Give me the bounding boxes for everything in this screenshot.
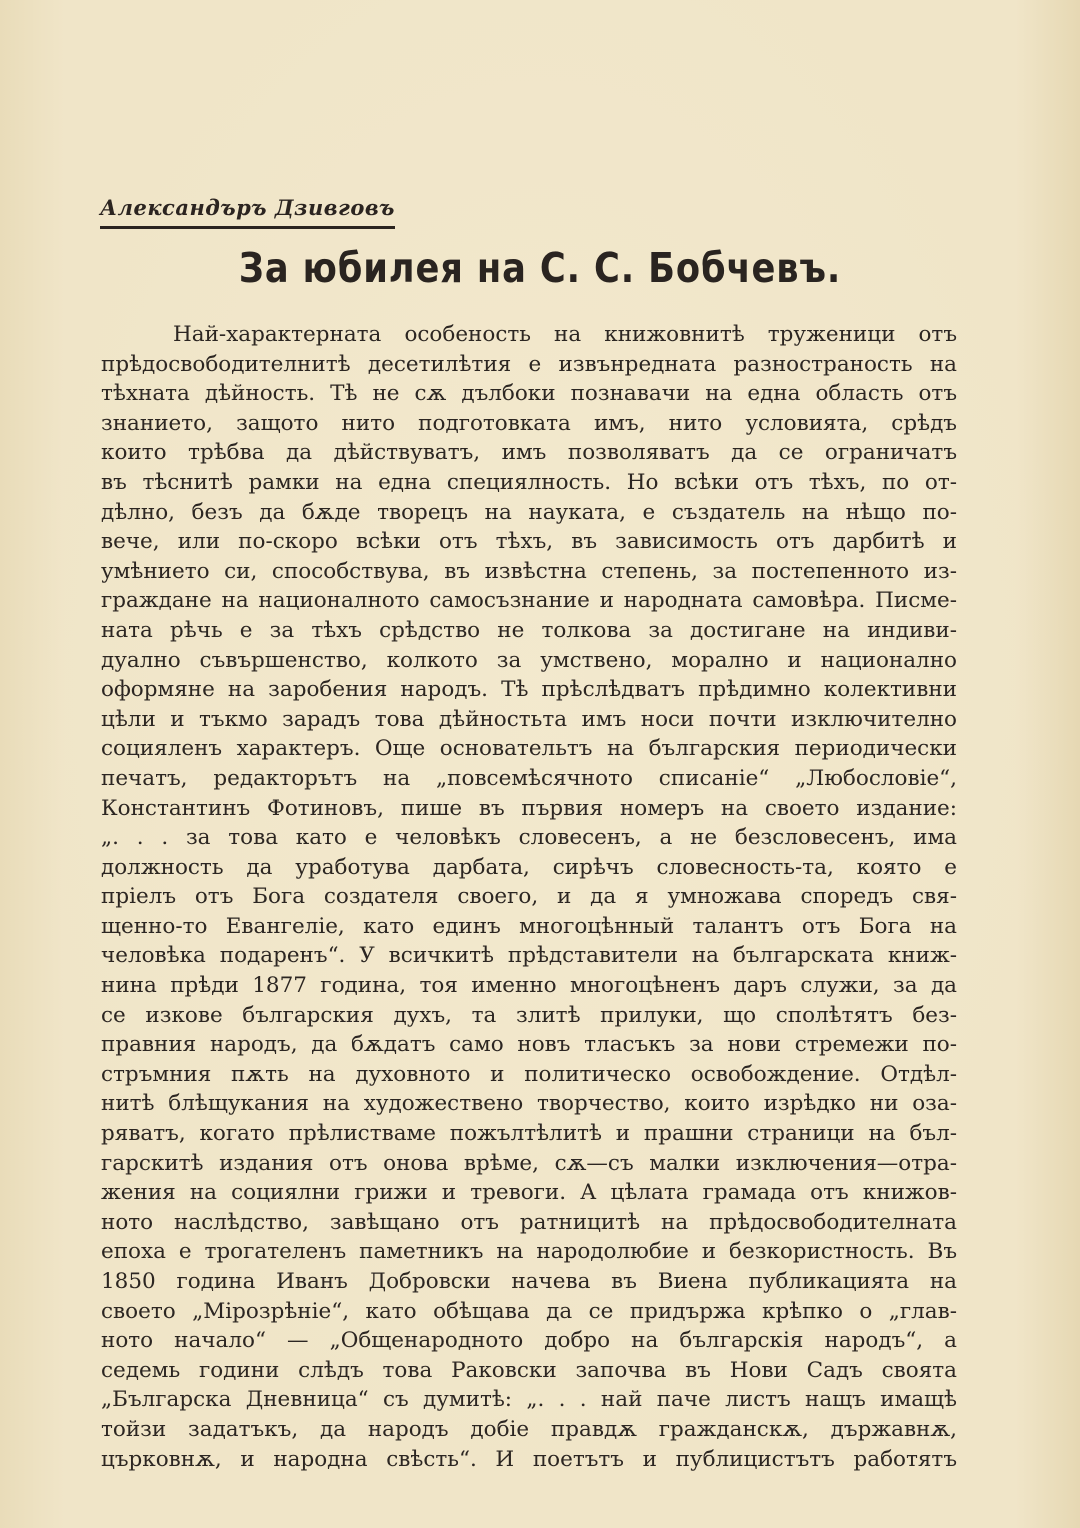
text-line: гарскитѣ издания отъ онова врѣме, сѫ—съ малки изключения—отра- — [101, 1150, 957, 1176]
text-line: седемь години слѣдъ това Раковски започва въ Нови Садъ своята — [101, 1357, 957, 1383]
text-line: социяленъ характеръ. Още основательтъ на българския периодически — [101, 736, 957, 762]
text-line: ното наслѣдство, завѣщано отъ ратницитѣ на прѣдосвободителната — [101, 1209, 957, 1235]
text-line: стръмния пѫть на духовното и политическо освобождение. Отдѣл- — [101, 1061, 957, 1087]
text-line: които трѣбва да дѣйствуватъ, имъ позволяватъ да се ограничатъ — [101, 440, 957, 466]
text-line: граждане на националното самосъзнание и народната самовѣра. Писме- — [101, 588, 957, 614]
text-line: жения на социялни грижи и тревоги. А цѣлата грамада отъ книжов- — [101, 1180, 957, 1206]
text-line: человѣка подаренъ“. У всичкитѣ прѣдставители на българската книж- — [101, 943, 957, 969]
text-line: знанието, защото нито подготовката имъ, нито условията, срѣдъ — [101, 410, 957, 436]
text-line: дуално съвършенство, колкото за умствено, морално и национално — [101, 647, 957, 673]
text-line: „Българска Дневница“ съ думитѣ: „. . . най паче листъ нащъ имащѣ — [101, 1387, 957, 1413]
author-name: Александъръ Дзивговъ — [100, 195, 395, 229]
text-line: Най-характерната особеность на книжовнитѣ труженици отъ — [173, 322, 957, 347]
text-line: прѣдосвободителнитѣ десетилѣтия е извънредната разностраность на — [101, 351, 957, 377]
text-line: пріелъ отъ Бога создателя своего, и да я умножава споредъ свя- — [101, 884, 957, 910]
text-line: должность да уработува дарбата, сирѣчъ словесность-та, която е — [101, 854, 957, 880]
text-line: ното начало“ — „Общенародното добро на българскія народъ“, а — [101, 1328, 957, 1354]
text-line: ряватъ, когато прѣлистваме пожълтѣлитѣ и прашни страници на бъл- — [101, 1121, 957, 1147]
text-line: тѣхната дѣйность. Тѣ не сѫ дълбоки познавачи на една область отъ — [101, 381, 957, 407]
text-line: щенно-то Евангеліе, като единъ многоцѣнный талантъ отъ Бога на — [101, 913, 957, 939]
text-line: епоха е трогателенъ паметникъ на народолюбие и безкористность. Въ — [101, 1239, 957, 1265]
article-body — [101, 320, 957, 1474]
text-line: църковнѫ, и народна свѣсть“. И поетътъ и публицистътъ работятъ — [101, 1446, 957, 1472]
text-line: цѣли и тъкмо зарадъ това дѣйностьта имъ носи почти изключително — [101, 706, 957, 732]
text-line: тойзи задатъкъ, да народъ добіе правдѫ гражданскѫ, държавнѫ, — [101, 1416, 957, 1442]
text-line: нина прѣди 1877 година, тоя именно многоцѣненъ даръ служи, за да — [101, 973, 957, 999]
text-line: вече, или по-скоро всѣки отъ тѣхъ, въ зависимость отъ дарбитѣ и — [101, 529, 957, 555]
text-line: 1850 година Иванъ Добровски начева въ Виена публикацията на — [101, 1269, 957, 1294]
text-line: дѣлно, безъ да бѫде творецъ на науката, е създатель на нѣщо по- — [101, 499, 957, 525]
text-line: умѣнието си, способствува, въ извѣстна степень, за постепенното из- — [101, 558, 957, 584]
text-line: се изкове българския духъ, та злитѣ прилуки, що сполѣтятъ без- — [101, 1002, 957, 1028]
text-line: „. . . за това като е человѣкъ словесенъ, а не безсловесенъ, има — [101, 825, 957, 851]
text-line: печатъ, редакторътъ на „повсемѣсячното списаніе“ „Любословіе“, — [101, 765, 957, 791]
text-line: нитѣ блѣщукания на художествено творчество, които изрѣдко ни оза- — [101, 1091, 957, 1117]
text-line: своето „Мірозрѣніе“, като обѣщава да се придържа крѣпко о „глав- — [101, 1298, 957, 1324]
text-line: ната рѣчь е за тѣхъ срѣдство не толкова за достигане на индиви- — [101, 617, 957, 643]
text-line: правния народъ, да бѫдатъ само новъ тласъкъ за нови стремежи по- — [101, 1032, 957, 1058]
article-title: За юбилея на С. С. Бобчевъ. — [238, 244, 842, 292]
text-line: Константинъ Фотиновъ, пише въ първия номеръ на своето издание: — [101, 795, 957, 821]
text-line: оформяне на заробения народъ. Тѣ прѣслѣдватъ прѣдимно колективни — [101, 677, 957, 703]
text-line: въ тѣснитѣ рамки на една специялность. Но всѣки отъ тѣхъ, по от- — [101, 469, 957, 495]
